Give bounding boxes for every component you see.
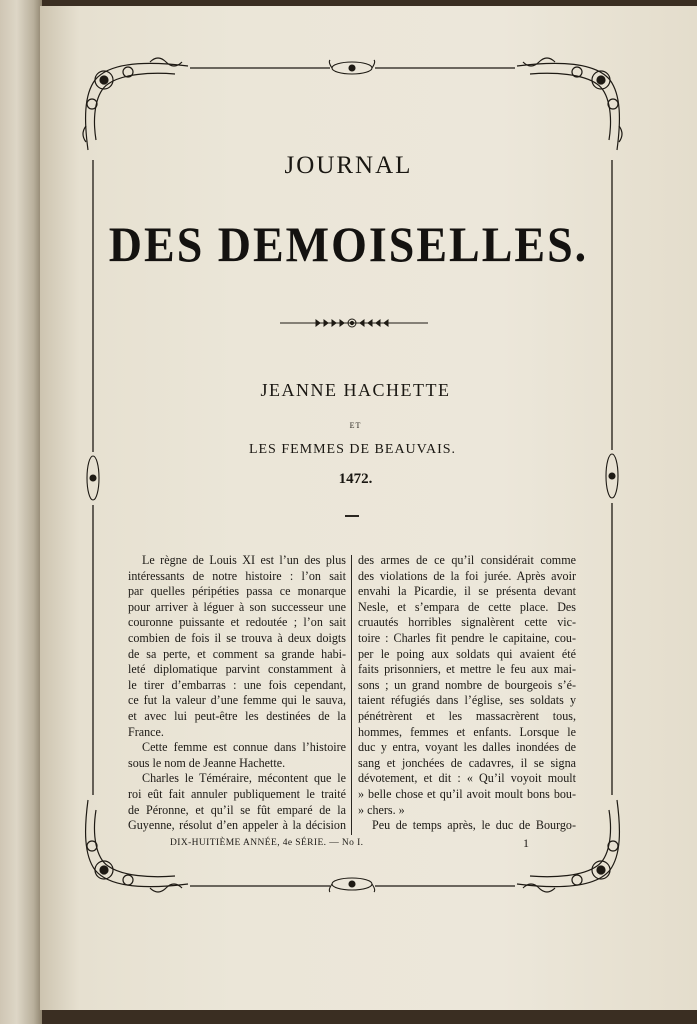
text-line: hommes, femmes et enfants. Lorsque le: [358, 724, 576, 739]
footer-series: DIX-HUITIÈME ANNÉE, 4e SÉRIE. — No I.: [170, 838, 364, 848]
text-line: » belle chose et qu’il avoit moult bons bou-: [358, 786, 576, 801]
masthead-journal: JOURNAL: [284, 152, 413, 179]
text-line: intéressants de notre histoire : l’on sait: [128, 568, 346, 583]
text-line: sous le nom de Jeanne Hachette.: [128, 755, 286, 770]
text-line: roi eût fait annuler publiquement le traité: [128, 786, 346, 801]
text-line: sons ; un grand nombre de bourgeois s’é-: [358, 677, 576, 692]
text-line: par quelles péripéties passa ce monarque: [128, 584, 346, 599]
text-line: Guyenne, résolut d’en appeler à la décision: [128, 818, 346, 833]
section-dash: [345, 515, 359, 517]
article-column-right: [358, 553, 576, 834]
article-year: 1472.: [338, 471, 373, 487]
text-line: de Péronne, et qu’il se fût emparé de la: [128, 802, 346, 817]
text-line: de sa perte, et comment sa grande habi-: [128, 646, 346, 661]
text-line: ce fut la valeur d’une femme qui le sauva,: [128, 693, 346, 708]
text-line: leté diplomatique parvint constamment à: [128, 662, 346, 677]
article-subtitle: LES FEMMES DE BEAUVAIS.: [248, 442, 457, 457]
article-column-left: [128, 553, 346, 834]
text-line: duc y entra, voyant les dalles inondées de: [358, 740, 576, 755]
text-line: toire : Charles fit pendre le capitaine, cou-: [358, 630, 576, 645]
text-line: le tirer d’embarras : une fois cependant,: [128, 677, 346, 692]
page-number: 1: [523, 836, 529, 850]
column-rule: [351, 555, 352, 835]
text-line: Charles le Téméraire, mécontent que le: [142, 771, 346, 786]
text-line: taient réfugiés dans l’église, ses soldats y: [358, 693, 576, 708]
text-line: Peu de temps après, le duc de Bourgo-: [372, 818, 576, 833]
text-line: faits prisonniers, et mettre le feu aux mai-: [358, 662, 576, 677]
text-line: envahi la Picardie, il se présenta devant: [358, 584, 576, 599]
text-line: Le règne de Louis XI est l’un des plus: [142, 553, 346, 567]
text-line: sang et jonchées de cadavres, il se signa: [358, 755, 576, 770]
text-line: Cette femme est connue dans l’histoire: [142, 740, 346, 755]
text-line: » chers. »: [358, 802, 405, 817]
text-line: combien de fois il se trouva à deux doigts: [128, 630, 346, 645]
article-title: JEANNE HACHETTE: [260, 380, 451, 400]
masthead-title: DES DEMOISELLES.: [108, 216, 589, 273]
article-conjunction: ET: [349, 421, 362, 430]
text-line: et avec lui peut-être les destinées de la: [128, 708, 346, 723]
text-line: Nesle, et s’empara de cette place. Des: [358, 599, 576, 614]
text-line: dévotement, et dit : « Qu’il voyoit moult: [358, 771, 576, 786]
text-line: couronne puissante et redoutée ; l’on sait: [128, 615, 346, 630]
text-line: cruautés horribles signalèrent cette vic-: [358, 615, 576, 630]
text-line: pour arriver à léguer à son successeur une: [128, 599, 346, 614]
text-line: des violations de la foi jurée. Après avoir: [358, 568, 576, 583]
text-line: pénétrèrent et les massacrèrent tous,: [358, 708, 576, 723]
text-line: des armes de ce qu’il considérait comme: [358, 553, 576, 567]
text-line: per le poing aux soldats qui avaient été: [358, 646, 576, 661]
text-line: France.: [128, 724, 164, 739]
